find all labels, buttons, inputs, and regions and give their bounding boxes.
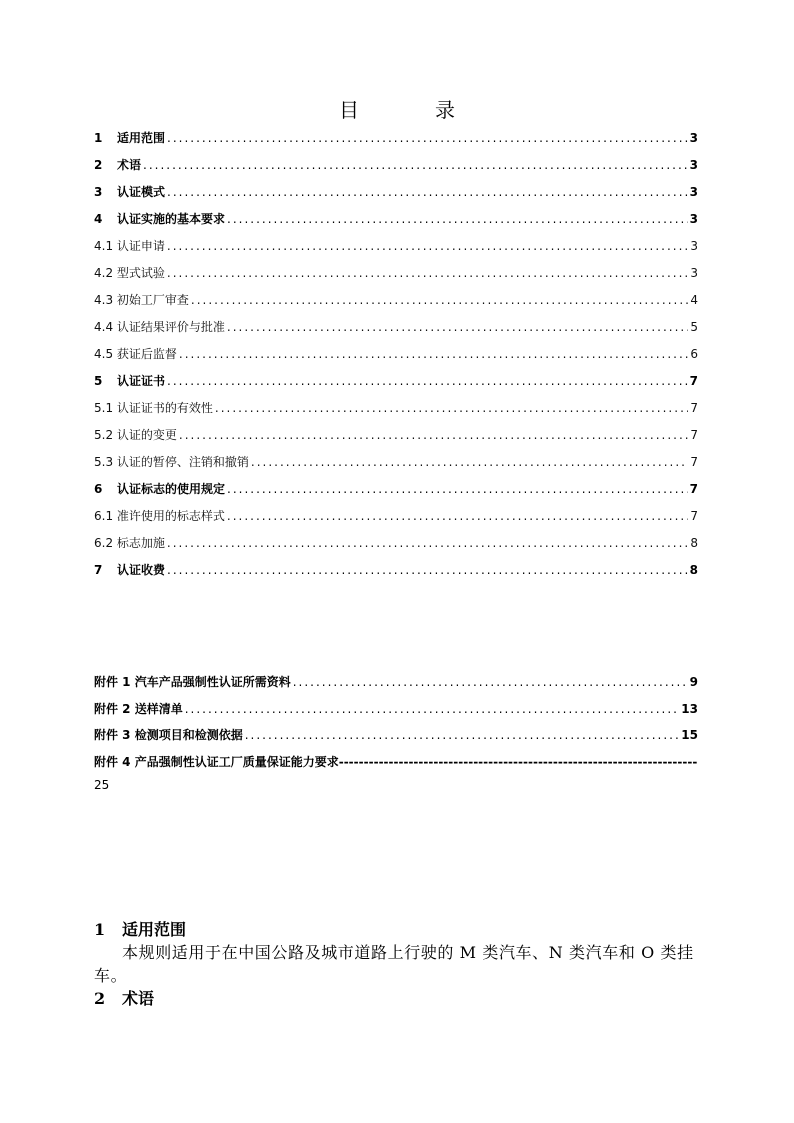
toc-entry-label: 认证实施的基本要求 <box>117 212 226 226</box>
toc-entry-page: 4 <box>690 293 698 307</box>
document-body <box>94 918 704 1010</box>
toc-leader-dots <box>227 317 688 337</box>
toc-leader-dots <box>185 699 680 719</box>
toc-entry-label: 适用范围 <box>117 131 166 145</box>
section-number: 1 <box>94 920 106 939</box>
toc-entry-label: 认证模式 <box>117 185 166 199</box>
table-of-contents <box>94 128 698 587</box>
toc-entry-4-3[interactable] <box>94 290 698 317</box>
toc-entry-page: 3 <box>689 131 698 145</box>
toc-leader-dots <box>167 182 688 202</box>
toc-entry-page: 7 <box>689 482 698 496</box>
toc-leader-dots <box>227 209 688 229</box>
toc-entry-6-1[interactable] <box>94 506 698 533</box>
toc-leader-dots <box>251 452 688 472</box>
toc-entry-5[interactable] <box>94 371 698 398</box>
toc-entry-label: 6.1 准许使用的标志样式 <box>94 509 225 523</box>
toc-leader-dots <box>167 263 688 283</box>
toc-annex-1[interactable] <box>94 672 698 699</box>
toc-entry-1[interactable] <box>94 128 698 155</box>
toc-entry-number: 6 <box>94 482 103 496</box>
toc-entry-page: 25 <box>94 777 110 792</box>
section-title: 术语 <box>122 989 155 1008</box>
toc-entry-7[interactable] <box>94 560 698 587</box>
toc-entry-number: 5 <box>94 374 103 388</box>
toc-entry-label: 6.2 标志加施 <box>94 536 165 550</box>
section-heading-1 <box>94 918 704 941</box>
toc-leader-dots <box>245 725 680 745</box>
toc-entry-label: 附件 4 产品强制性认证工厂质量保证能力要求 <box>94 754 339 769</box>
toc-leader-dashes <box>339 755 698 769</box>
toc-entry-2[interactable] <box>94 155 698 182</box>
toc-entry-number: 7 <box>94 563 103 577</box>
toc-entry-6[interactable] <box>94 479 698 506</box>
toc-leader-dots <box>293 672 688 692</box>
toc-leader-dots <box>167 236 688 256</box>
toc-leader-dots <box>215 398 688 418</box>
toc-entry-4-4[interactable] <box>94 317 698 344</box>
section-number: 2 <box>94 989 106 1008</box>
toc-entry-label: 4.3 初始工厂审查 <box>94 293 189 307</box>
section-1-paragraph: 本规则适用于在中国公路及城市道路上行驶的 M 类汽车、N 类汽车和 O 类挂车。 <box>94 943 694 985</box>
toc-entry-label: 术语 <box>117 158 142 172</box>
toc-entry-number: 3 <box>94 185 103 199</box>
toc-entry-5-1[interactable] <box>94 398 698 425</box>
toc-entry-page: 9 <box>689 675 698 689</box>
toc-entry-page: 3 <box>690 239 698 253</box>
toc-title: 目 录 <box>339 98 483 122</box>
toc-leader-dots <box>179 344 688 364</box>
toc-entry-page: 6 <box>690 347 698 361</box>
toc-leader-dots <box>167 560 688 580</box>
toc-entry-label: 附件 2 送样清单 <box>94 701 183 716</box>
toc-entry-number: 1 <box>94 131 103 145</box>
toc-entry-number: 4 <box>94 212 103 226</box>
toc-entry-label: 认证证书 <box>117 374 166 388</box>
toc-entry-label: 4.5 获证后监督 <box>94 347 177 361</box>
section-title: 适用范围 <box>122 920 187 939</box>
toc-leader-dots <box>167 371 688 391</box>
toc-entry-label: 附件 3 检测项目和检测依据 <box>94 728 243 742</box>
toc-leader-dots <box>191 290 688 310</box>
toc-entry-label: 5.2 认证的变更 <box>94 428 177 442</box>
toc-entry-number: 2 <box>94 158 103 172</box>
toc-leader-dots <box>179 425 688 445</box>
toc-entry-page: 3 <box>689 185 698 199</box>
toc-entry-label: 附件 1 汽车产品强制性认证所需资料 <box>94 675 291 689</box>
toc-entry-5-3[interactable] <box>94 452 698 479</box>
annex-list <box>94 672 698 792</box>
toc-entry-label: 5.3 认证的暂停、注销和撤销 <box>94 455 249 469</box>
toc-entry-6-2[interactable] <box>94 533 698 560</box>
toc-entry-5-2[interactable] <box>94 425 698 452</box>
toc-entry-page: 7 <box>689 374 698 388</box>
toc-entry-label: 5.1 认证证书的有效性 <box>94 401 213 415</box>
toc-entry-page: 8 <box>689 563 698 577</box>
toc-entry-page: 3 <box>690 266 698 280</box>
toc-entry-4[interactable] <box>94 209 698 236</box>
toc-leader-dots <box>167 128 688 148</box>
section-heading-2 <box>94 987 704 1010</box>
toc-entry-label: 4.4 认证结果评价与批准 <box>94 320 225 334</box>
toc-entry-page: 5 <box>690 320 698 334</box>
toc-entry-label: 认证标志的使用规定 <box>117 482 226 496</box>
toc-entry-page: 15 <box>681 728 698 742</box>
toc-leader-dots <box>227 506 688 526</box>
toc-annex-3[interactable] <box>94 725 698 752</box>
toc-leader-dots <box>227 479 688 499</box>
toc-annex-2[interactable] <box>94 699 698 726</box>
toc-leader-dots <box>167 533 688 553</box>
toc-entry-page: 3 <box>689 212 698 226</box>
toc-leader-dots <box>143 155 688 175</box>
toc-entry-label: 认证收费 <box>117 563 166 577</box>
toc-entry-label: 4.1 认证申请 <box>94 239 165 253</box>
toc-annex-4[interactable] <box>94 752 698 772</box>
toc-entry-label: 4.2 型式试验 <box>94 266 165 280</box>
toc-entry-4-1[interactable] <box>94 236 698 263</box>
toc-entry-page: 7 <box>690 401 698 415</box>
toc-entry-page: 7 <box>690 509 698 523</box>
toc-entry-page: 13 <box>681 701 698 716</box>
toc-entry-page: 8 <box>690 536 698 550</box>
toc-entry-page: 7 <box>690 455 698 469</box>
toc-entry-4-5[interactable] <box>94 344 698 371</box>
toc-entry-4-2[interactable] <box>94 263 698 290</box>
toc-entry-page: 3 <box>689 158 698 172</box>
toc-entry-3[interactable] <box>94 182 698 209</box>
toc-entry-page: 7 <box>690 428 698 442</box>
